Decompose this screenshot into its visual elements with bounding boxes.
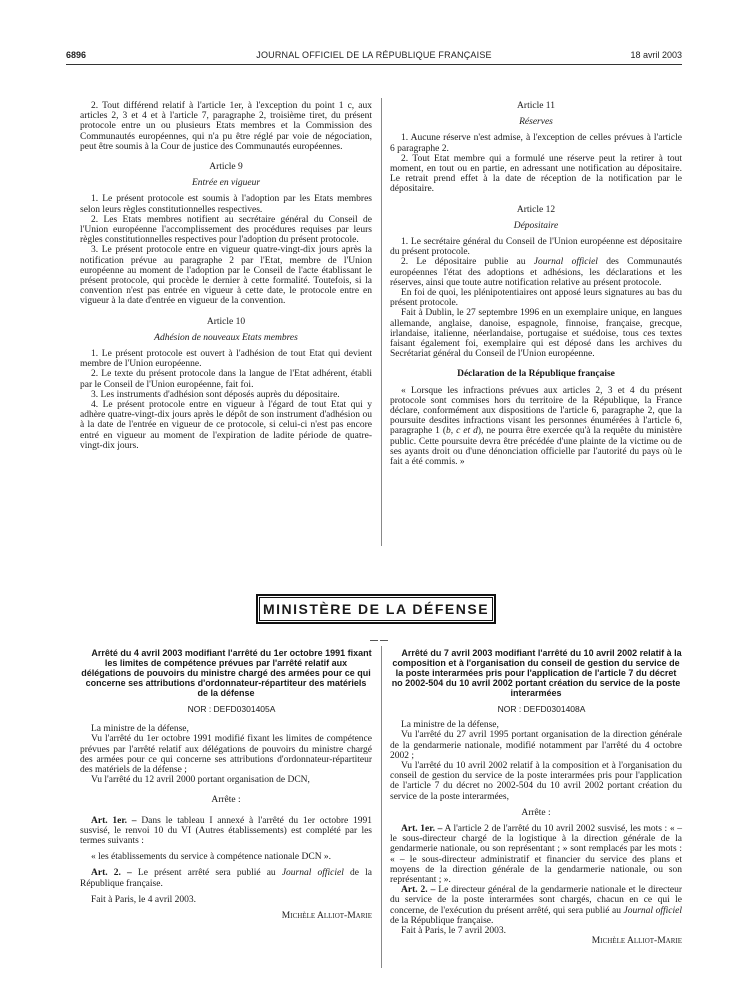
- column-dash: [370, 640, 378, 641]
- paragraph: Vu l'arrêté du 27 avril 1995 portant organisation de la direction générale de la gendarmerie nationale, modifié notamment par l'arrêté du 4 octobre 2002 ;: [390, 730, 682, 761]
- text-run: A l'article 2 de l'arrêté du 10 avril 2002 susvisé, les mots : « – le sous-directeur chargé de la logistique à la direction générale de la gendarmerie nationale, ou son représentant ; » sont remplacés par les mots : « – le sous-directeur administratif et financier du service des plans et moyens de la direction générale de la gendarmerie nationale, ou son représentant ; ».: [390, 824, 682, 886]
- paragraph: [390, 885, 682, 926]
- decree-title: Arrêté du 7 avril 2003 modifiant l'arrêté du 10 avril 2002 relatif à la composition et à l'organisation du conseil de gestion du service de la poste interarmées pris pour l'application de l'article 7 du décret no 2002-504 du 10 avril 2002 portant création du service de la poste interarmées: [391, 648, 682, 698]
- text-run: Le directeur général de la gendarmerie nationale et le directeur du service de la poste interarmées sont chargés, chacun en ce qui le concerne, de l'exécution du présent arrêté, qui sera publié au: [390, 885, 682, 916]
- paragraph: « les établissements du service à compétence nationale DCN ».: [91, 852, 332, 863]
- journal-name: Journal officiel: [623, 905, 682, 916]
- nor-reference: NOR : DEFD0301408A: [497, 704, 586, 714]
- paragraph: 1. Le présent protocole est ouvert à l'adhésion de tout Etat qui devient membre de l'Union européenne.: [80, 349, 372, 370]
- left-column-top: [80, 101, 372, 451]
- paragraph: Vu l'arrêté du 1er octobre 1991 modifié fixant les limites de compétence prévues par l'arrêté relatif aux délégations de pouvoirs du ministre chargé des armées pour ce qui concerne ses attributions d'ordonnateur-répartiteur des matériels de la défense ;: [80, 734, 372, 776]
- paragraph: 1. Le secrétaire général du Conseil de l'Union européenne est dépositaire du présent protocole.: [390, 237, 682, 258]
- text-run: ), ne pourra être exercée qu'à la requête du ministère public. Cette poursuite devra être précédée d'une plainte de la victime ou de ses ayants droit ou d'une dénonciation officielle par l'autorité du pays où le fait a été commis. »: [390, 426, 683, 468]
- paragraph: 4. Le présent protocole entre en vigueur à l'égard de tout Etat qui y adhère quatre-vingt-dix jours après le dépôt de son instrument d'adhésion ou à la date de l'entrée en vigueur de ce protocole, si celui-ci n'est pas encore entré en vigueur au moment de l'expiration de ladite période de quatre-vingt-dix jours.: [80, 400, 372, 451]
- article-12-title: Article 12: [516, 204, 556, 215]
- signature: Michèle Alliot-Marie: [281, 911, 372, 922]
- text-run: Dans le tableau I annexé à l'arrêté du 1er octobre 1991 susvisé, le renvoi 10 du VI (Autres établissements) est complété par les termes suivants :: [80, 815, 372, 847]
- journal-title: JOURNAL OFFICIEL DE LA RÉPUBLIQUE FRANÇAISE: [256, 50, 492, 60]
- article-10-title: Article 10: [206, 316, 246, 327]
- decree-title: Arrêté du 4 avril 2003 modifiant l'arrêté du 1er octobre 1991 fixant les limites de compétence prévues par l'arrêté relatif aux délégations de pouvoirs du ministre chargé des armées pour ce qui concerne ses attributions d'ordonnateur-répartiteur des matériels de la défense: [81, 648, 372, 698]
- paragraph: 2. Les Etats membres notifient au secrétaire général du Conseil de l'Union européenne l'accomplissement des procédures requises par leurs règles constitutionnelles respectives pour l'adoption du présent protocole.: [80, 214, 372, 246]
- left-column-bottom: [80, 648, 372, 921]
- paragraph: [390, 257, 682, 288]
- text-run: Le présent arrêté sera publié au: [131, 868, 282, 879]
- text-run: 2. Le dépositaire publie au: [401, 257, 534, 268]
- running-header: [66, 50, 682, 64]
- paragraph: 2. Tout Etat membre qui a formulé une réserve peut la retirer à tout moment, en tout ou en partie, en adressant une notification au dépositaire. Le retrait prend effet à la date de réception de la notification par le dépositaire.: [390, 153, 682, 195]
- right-column-top: [390, 101, 682, 467]
- paragraph: Vu l'arrêté du 10 avril 2002 relatif à la composition et à l'organisation du conseil de gestion du service de la poste interarmées pris pour l'application de l'article 7 du décret no 2002-504 du 10 avril 2002 portant création du service de la poste interarmées,: [390, 761, 682, 802]
- paragraph: [80, 868, 372, 888]
- paragraph: En foi de quoi, les plénipotentiaires ont apposé leurs signatures au bas du présent protocole.: [390, 288, 682, 309]
- column-divider: [381, 98, 382, 546]
- journal-name: Journal officiel: [281, 868, 344, 879]
- ministry-heading: MINISTÈRE DE LA DÉFENSE: [256, 594, 496, 624]
- paragraph: La ministre de la défense,: [401, 720, 499, 731]
- article-9-title: Article 9: [209, 162, 243, 173]
- text-run: « Lorsque les infractions prévues aux articles 2, 3 et 4 du présent protocole sont commises hors du territoire de la République, la France déclare, conformément aux dispositions de l'article 6, paragraphe 2, que la poursuite desdites infractions visant les personnes énumérées à l'article 6, paragraphe 1 (: [390, 385, 682, 437]
- publication-date: 18 avril 2003: [630, 50, 682, 60]
- paragraph: 3. Les instruments d'adhésion sont déposés auprès du dépositaire.: [91, 389, 340, 400]
- paragraph: Fait à Paris, le 4 avril 2003.: [91, 894, 197, 905]
- article-label: Art. 2. –: [91, 868, 132, 879]
- declaration-title-text: Déclaration de la République française: [457, 369, 615, 380]
- text-run-italic: b, c et d: [446, 426, 478, 437]
- arrete-label: Arrête :: [521, 807, 551, 818]
- paragraph: 2. Tout différend relatif à l'article 1er, à l'exception du point 1 c, aux articles 2, 3 et 4 et à l'article 7, paragraphe 2, troisième tiret, du présent protocole entre un ou plusieurs Etats membres et la Commission des Communautés européennes, qui n'a pu être réglé par voie de négociation, peut être soumis à la Cour de justice des Communautés européennes.: [80, 101, 372, 152]
- article-label: Art. 1er. –: [401, 824, 443, 835]
- article-11-title: Article 11: [517, 101, 555, 111]
- article-9-subtitle: Entrée en vigueur: [191, 178, 261, 189]
- arrete-label: Arrête :: [211, 795, 241, 806]
- paragraph: Vu l'arrêté du 12 avril 2000 portant organisation de DCN,: [91, 775, 310, 786]
- text-run: de la République française.: [80, 868, 373, 889]
- column-dash: [380, 640, 388, 641]
- text-run: des Communautés européennes l'état des adoptions et adhésions, les déclarations et les réserves, ainsi que toute autre notification relative au présent protocole.: [390, 257, 682, 288]
- page-number: 6896: [66, 50, 87, 60]
- paragraph: 3. Le présent protocole entre en vigueur quatre-vingt-dix jours après la notification prévue au paragraphe 2 par l'Etat, membre de l'Union européenne au moment de l'adoption par le Conseil de l'acte établissant le présent protocole, qui procède le dernier à cette formalité. Toutefois, si la convention n'est pas entrée en vigueur à cette date, le protocole entre en vigueur à la date d'entrée en vigueur de la convention.: [80, 245, 372, 307]
- paragraph: [80, 816, 372, 847]
- paragraph: 1. Le présent protocole est soumis à l'adoption par les Etats membres selon leurs règles constitutionnelles respectives.: [80, 194, 372, 215]
- paragraph: 2. Le texte du présent protocole dans la langue de l'Etat adhérent, établi par le Conseil de l'Union européenne, fait foi.: [80, 369, 372, 390]
- right-column-bottom: [390, 648, 682, 946]
- signature: Michèle Alliot-Marie: [591, 936, 682, 947]
- declaration-title: [390, 369, 682, 379]
- article-10-subtitle: Adhésion de nouveaux Etats membres: [154, 332, 298, 343]
- paragraph: Fait à Dublin, le 27 septembre 1996 en un exemplaire unique, en langues allemande, anglaise, danoise, espagnole, finnoise, française, grecque, irlandaise, italienne, néerlandaise, portugaise et suédoise, tous ces textes faisant également foi, exemplaire qui est déposé dans les archives du Secrétariat général du Conseil de l'Union européenne.: [390, 308, 682, 360]
- paragraph: [390, 386, 682, 468]
- paragraph: [390, 824, 682, 885]
- article-label: Art. 2. –: [401, 885, 436, 896]
- paragraph: Fait à Paris, le 7 avril 2003.: [401, 926, 507, 937]
- text-run: de la République française.: [390, 915, 494, 926]
- paragraph: La ministre de la défense,: [91, 724, 189, 735]
- journal-name: Journal officiel: [533, 257, 598, 268]
- article-11-subtitle: Réserves: [519, 117, 553, 128]
- column-divider: [381, 646, 382, 968]
- header-rule: [66, 64, 682, 65]
- article-label: Art. 1er. –: [91, 815, 137, 826]
- article-12-subtitle: Dépositaire: [513, 220, 559, 231]
- paragraph: 1. Aucune réserve n'est admise, à l'exception de celles prévues à l'article 6 paragraphe 2.: [390, 133, 682, 154]
- nor-reference: NOR : DEFD0301405A: [187, 704, 276, 714]
